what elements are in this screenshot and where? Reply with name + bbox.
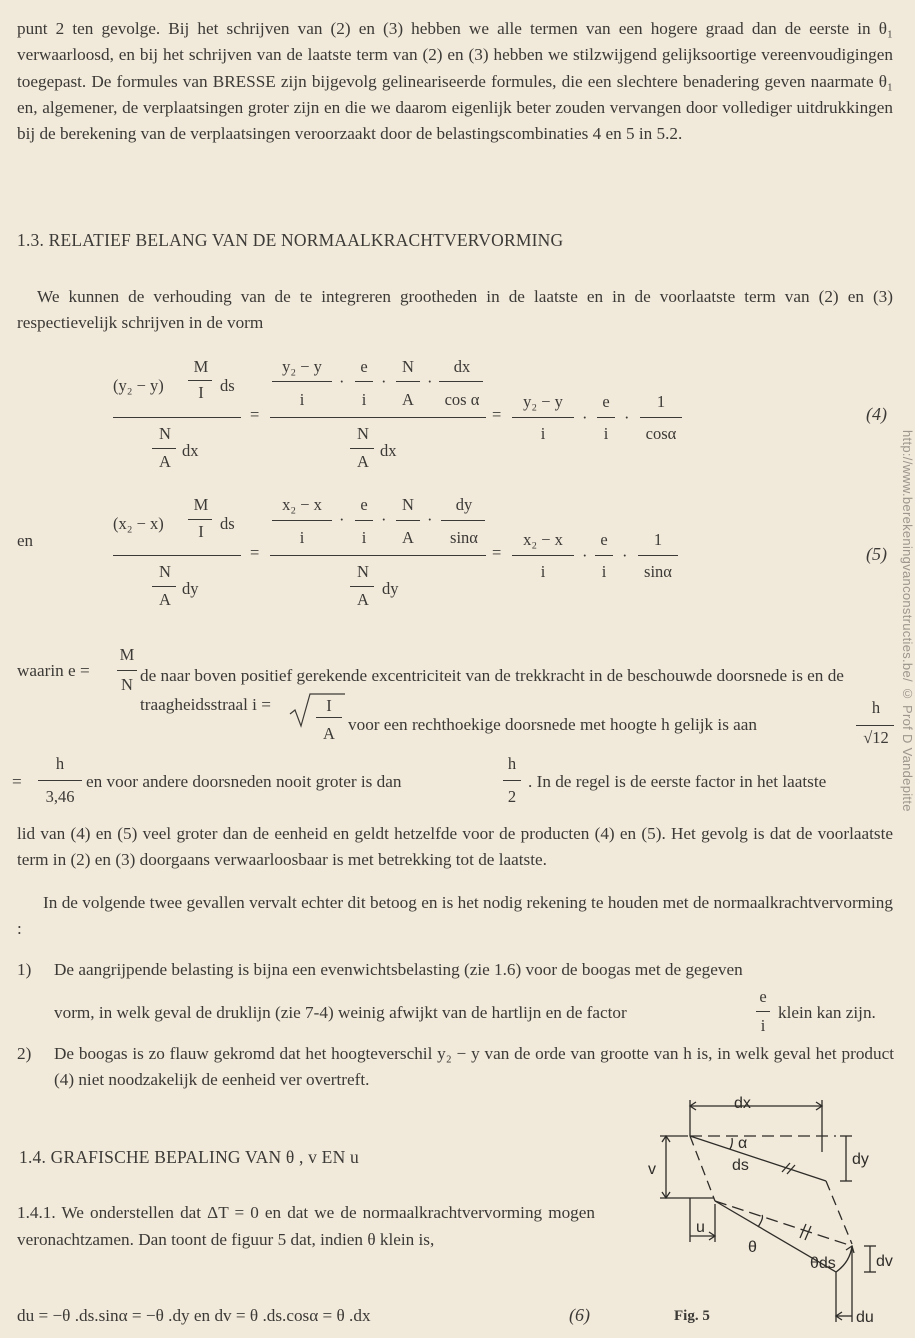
eq4-r-e: e	[602, 392, 610, 411]
eq4-dx-den: dx	[182, 441, 199, 460]
eq4-r-i2: i	[603, 424, 609, 443]
eq5-mid-A: A	[402, 528, 414, 547]
eq4-A-den: A	[159, 452, 171, 471]
eq5-mid-N: N	[402, 495, 414, 514]
h2-h: h	[507, 754, 517, 773]
eq5-label: (5)	[866, 544, 887, 564]
figure-caption: Fig. 5	[674, 1308, 710, 1324]
eq6-label: (6)	[569, 1305, 590, 1325]
eq5-ds: ds	[220, 514, 235, 533]
eq4-r-i1: i	[540, 424, 546, 443]
list-item-1-line-c: klein kan zijn.	[778, 1003, 876, 1022]
intro-paragraph: punt 2 ten gevolge. Bij het schrijven van (2) en (3) hebben we alle termen van een hogere graad dan de eerste in θ₁ verwaarloosd, en bij het schrijven van de laatste term van (2) en (3) hebben we stilzwijgend gelijksoortige vereenvoudigingen toegepast. De formules van BRESSE zijn bijgevolg gelineariseerde formules, die een slechtere benadering geven naarmate θ₁ en, algemener, de verplaatsingen groter zijn en die we daarom eigenlijk beter zouden vervangen door vollediger uitdrukkingen bij de berekening van de verplaatsingen veroorzaakt door de belastingscombinaties 4 en 5 in 5.2.	[17, 19, 893, 144]
watermark: http://www.berekeningvanconstructies.be/ © Prof D Vandepitte	[900, 430, 915, 812]
list-item-1-line-b: vorm, in welk geval de druklijn (zie 7-4) weinig afwijkt van de hartlijn en de factor	[54, 1003, 627, 1022]
h2-2: 2	[507, 787, 517, 806]
item1-i: i	[760, 1016, 766, 1035]
h346-den: 3,46	[45, 787, 75, 806]
eq5-r-sin: sinα	[644, 562, 672, 581]
eq5-A-den: A	[159, 590, 171, 609]
eq4-N-den: N	[159, 424, 171, 443]
fig-theta-label: θ	[748, 1239, 757, 1256]
list-item-2-number: 2)	[17, 1044, 32, 1063]
eq5-mid-dy-den: dy	[382, 579, 399, 598]
eq5-r-i2: i	[601, 562, 607, 581]
eq4-mid-A: A	[402, 390, 414, 409]
eq4-mid-i1: i	[299, 390, 305, 409]
figure-5	[640, 1086, 900, 1336]
eq5-mid-i1: i	[299, 528, 305, 547]
e-frac-N: N	[121, 675, 133, 694]
eq4-mid-dx-den: dx	[380, 441, 397, 460]
eq5-r-x2x: x₂ − x	[523, 530, 563, 549]
list-item-1-line-a: De aangrijpende belasting is bijna een evenwichtsbelasting (zie 1.6) voor de boogas met de gegeven	[54, 960, 743, 979]
eq4-mid-y2y: y₂ − y	[282, 357, 322, 376]
fig-v-label: v	[648, 1161, 656, 1178]
section-1-4-heading: 1.4. GRAFISCHE BEPALING VAN θ , v EN u	[19, 1147, 359, 1167]
h-frac-h: h	[871, 698, 881, 717]
eq4-equals-1: =	[250, 405, 260, 424]
e-frac-M: M	[119, 645, 135, 664]
eq4-r-one: 1	[656, 392, 666, 411]
eq5-r-one: 1	[653, 530, 663, 549]
eq4-mid-dx: dx	[453, 357, 471, 376]
eq5-x2x: (x₂ − x)	[113, 514, 164, 533]
list-item-1-number: 1)	[17, 960, 32, 979]
sqrt-I: I	[326, 696, 332, 715]
eq4-mid-N: N	[402, 357, 414, 376]
eq5-mid-N-den: N	[357, 562, 369, 581]
h-frac-sqrt12: √12	[863, 728, 889, 747]
eq5-N-den: N	[159, 562, 171, 581]
eq4-I: I	[198, 383, 204, 402]
fig-dx-label: dx	[734, 1095, 751, 1112]
eq4-equals-2: =	[492, 405, 502, 424]
eq5-mid-A-den: A	[357, 590, 369, 609]
eq4-mid-A-den: A	[357, 452, 369, 471]
item1-e: e	[759, 987, 767, 1006]
eq5-mid-sin: sinα	[450, 528, 478, 547]
eq5-en-label: en	[17, 531, 34, 550]
fig-thetads-label: θds	[810, 1255, 836, 1272]
list-item-2-text: De boogas is zo flauw gekromd dat het hoogteverschil y₂ − y van de orde van grootte van h is, in welk geval het product (4) niet noodzakelijk de eenheid ver overtreft.	[54, 1044, 894, 1090]
eq5-mid-dy: dy	[455, 495, 473, 514]
eq5-mid-x2x: x₂ − x	[282, 495, 322, 514]
eq4-M: M	[193, 357, 209, 376]
eq4-r-cos: cosα	[645, 424, 677, 443]
fig-alpha-label: α	[738, 1135, 748, 1152]
fig-dy-label: dy	[852, 1151, 869, 1168]
eq4-label: (4)	[866, 404, 887, 424]
section-1-3-heading: 1.3. RELATIEF BELANG VAN DE NORMAALKRACHTVERVORMING	[17, 230, 564, 250]
eq5-equals-2: =	[492, 543, 502, 562]
eq4-mid-cos: cos α	[444, 390, 480, 409]
section-1-3-paragraph-4: In de volgende twee gevallen vervalt echter dit betoog en is het nodig rekening te houden met de normaalkrachtvervorming :	[17, 893, 893, 939]
ds-line	[690, 1136, 826, 1181]
fig-dv-label: dv	[876, 1253, 893, 1270]
eq5-equals-1: =	[250, 543, 260, 562]
eq4-y2y: (y₂ − y)	[113, 376, 164, 395]
eq5-r-e: e	[600, 530, 608, 549]
fig-u-label: u	[696, 1219, 705, 1236]
eq4-ds: ds	[220, 376, 235, 395]
sqrt-A: A	[323, 724, 335, 743]
eq4-r-y2y: y₂ − y	[523, 392, 563, 411]
section-1-4-paragraph-1: 1.4.1. We onderstellen dat ΔT = 0 en dat we de normaalkrachtvervorming mogen veronachtzamen. Dan toont de figuur 5 dat, indien θ klein is,	[17, 1203, 595, 1249]
eq4-mid-e: e	[360, 357, 368, 376]
eq5-I: I	[198, 522, 204, 541]
eq4-mid-i2: i	[361, 390, 367, 409]
equation-6: du = −θ .ds.sinα = −θ .dy en dv = θ .ds.cosα = θ .dx	[17, 1306, 371, 1325]
eq5-r-i1: i	[540, 562, 546, 581]
eq5-mid-e: e	[360, 495, 368, 514]
section-1-3-paragraph-1: We kunnen de verhouding van de te integreren grootheden in de laatste en in de voorlaatste term van (2) en (3) respectievelijk schrijven in de vorm	[17, 287, 893, 333]
h346-h: h	[55, 754, 65, 773]
eq5-mid-i2: i	[361, 528, 367, 547]
fig-du-label: du	[856, 1309, 874, 1326]
eq5-M: M	[193, 495, 209, 514]
eq5-dy-den: dy	[182, 579, 199, 598]
section-1-3-paragraph-3: lid van (4) en (5) veel groter dan de eenheid en geldt hetzelfde voor de producten (4) en (5). Het gevolg is dat de voorlaatste term in (2) en (3) doorgaans verwaarloosbaar is met betrekking tot de laatste.	[17, 824, 893, 870]
eq4-mid-N-den: N	[357, 424, 369, 443]
fig-ds-label: ds	[732, 1157, 749, 1174]
